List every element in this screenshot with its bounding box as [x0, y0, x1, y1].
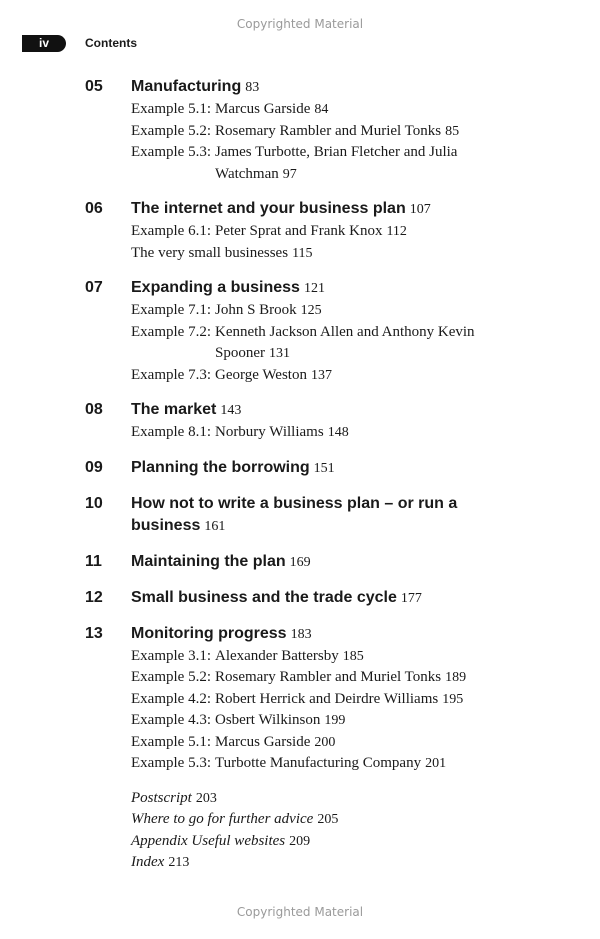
chapter-11 [85, 551, 555, 574]
toc-entry[interactable]: Example 6.1: Peter Sprat and Frank Knox 112 [131, 223, 407, 239]
chapter-09 [85, 457, 555, 480]
back-matter-entry[interactable]: Index 213 [131, 854, 190, 870]
back-matter-entry[interactable]: Where to go for further advice 205 [131, 811, 339, 827]
toc-entry[interactable]: Example 5.1: Marcus Garside 84 [131, 101, 329, 117]
toc-entry[interactable]: Example 4.3: Osbert Wilkinson 199 [131, 712, 346, 728]
chapter-number: 13 [85, 624, 103, 642]
watermark-bottom: Copyrighted Material [236, 905, 364, 919]
toc-entry[interactable]: Example 3.1: Alexander Battersby 185 [131, 647, 364, 664]
chapter-number: 09 [85, 458, 103, 476]
page-ref: 83 [245, 80, 260, 95]
chapter-number: 10 [85, 494, 103, 512]
page-ref: 151 [313, 460, 335, 476]
chapter-07 [85, 277, 555, 386]
toc-entry[interactable]: Example 5.3: Turbotte Manufacturing Company 201 [131, 755, 447, 771]
toc-entry[interactable]: Example 7.2: Kenneth Jackson Allen and Anthony Kevin Spooner 131 [131, 323, 475, 361]
running-head: Contents [85, 36, 137, 50]
chapter-number: 06 [85, 200, 103, 217]
chapter-title[interactable]: How not to write a business plan – or run a business 161 [131, 494, 458, 534]
page-ref: 169 [289, 554, 311, 570]
chapter-number: 07 [85, 279, 103, 296]
back-matter-entry[interactable]: Appendix Useful websites 209 [131, 832, 311, 849]
chapter-number: 05 [85, 78, 103, 95]
chapter-title[interactable]: Manufacturing 83 [131, 78, 260, 95]
chapter-12 [85, 587, 555, 610]
chapter-title[interactable]: Expanding a business 121 [131, 279, 325, 296]
page-ref: 177 [400, 590, 422, 606]
chapter-title[interactable]: Maintaining the plan 169 [131, 552, 311, 570]
chapter-title[interactable]: The internet and your business plan 107 [131, 200, 431, 217]
toc-entry[interactable]: Example 5.1: Marcus Garside 200 [131, 733, 336, 750]
table-of-contents [85, 76, 555, 874]
back-matter-entry[interactable]: Postscript 203 [131, 789, 217, 806]
chapter-13 [85, 623, 555, 775]
chapter-number: 08 [85, 401, 103, 418]
page-number-badge: iv [22, 35, 66, 52]
toc-entry[interactable]: Example 8.1: Norbury Williams 148 [131, 424, 349, 440]
chapter-08 [85, 399, 555, 444]
watermark-top: Copyrighted Material [236, 17, 364, 31]
chapter-number: 11 [85, 552, 102, 570]
chapter-number: 12 [85, 588, 103, 606]
chapter-06 [85, 198, 555, 264]
chapter-title[interactable]: Small business and the trade cycle 177 [131, 588, 422, 606]
page-ref: 183 [290, 626, 312, 642]
toc-entry[interactable]: Example 7.3: George Weston 137 [131, 366, 332, 383]
page-ref: 161 [204, 518, 226, 534]
toc-entry[interactable]: Example 7.1: John S Brook 125 [131, 302, 322, 318]
toc-entry[interactable]: The very small businesses 115 [131, 244, 313, 261]
toc-entry[interactable]: Example 5.2: Rosemary Rambler and Muriel Tonks 85 [131, 122, 460, 139]
back-matter [131, 788, 555, 874]
toc-entry[interactable]: Example 4.2: Robert Herrick and Deirdre Williams 195 [131, 690, 464, 707]
page-ref: 107 [409, 202, 431, 217]
chapter-title[interactable]: Monitoring progress 183 [131, 624, 312, 642]
page-ref: 121 [303, 281, 325, 296]
chapter-05 [85, 76, 555, 185]
page-header [0, 35, 600, 53]
chapter-10 [85, 493, 555, 538]
chapter-title[interactable]: Planning the borrowing 151 [131, 458, 335, 476]
chapter-title[interactable]: The market 143 [131, 401, 242, 418]
toc-entry[interactable]: Example 5.2: Rosemary Rambler and Muriel Tonks 189 [131, 669, 467, 685]
page-ref: 143 [220, 403, 242, 418]
toc-entry[interactable]: Example 5.3: James Turbotte, Brian Fletcher and Julia Watchman 97 [131, 144, 458, 182]
